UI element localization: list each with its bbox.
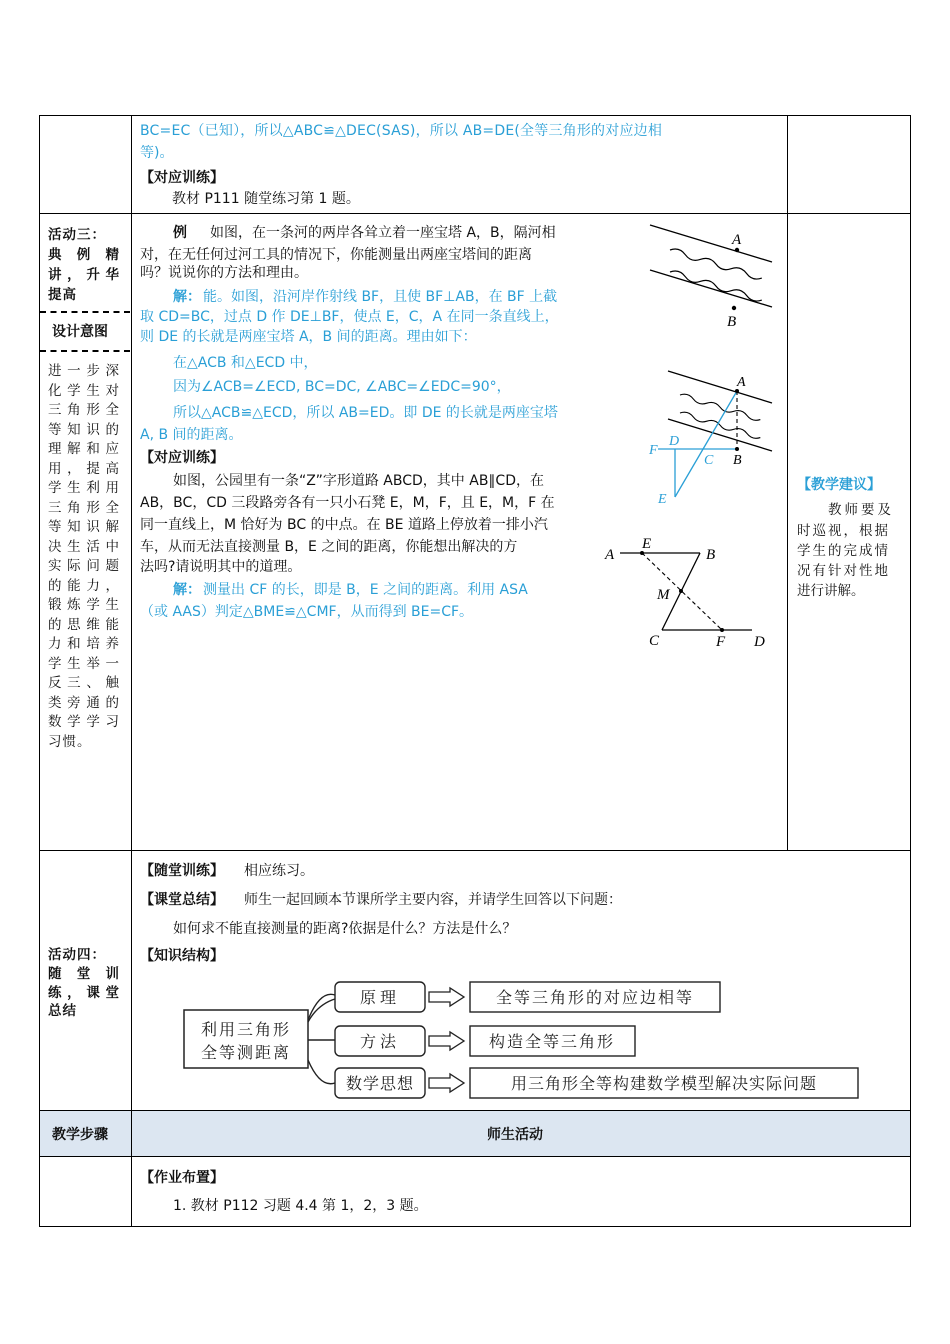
suggestion-line: 况有针对性地: [797, 563, 890, 579]
design-line: 的能力，: [48, 577, 120, 594]
teaching-suggestion-label: 【教学建议】: [797, 477, 881, 493]
wave-line: [669, 247, 763, 281]
river-figure-1: [640, 220, 780, 332]
center-text-2: 全等测距离: [200, 1043, 292, 1062]
row-divider-2: [39, 850, 911, 851]
practice-label: 【随堂训练】: [140, 863, 224, 879]
riverbank-line: [650, 270, 772, 307]
summary-question: 如何求不能直接测量的距离?依据是什么？方法是什么？: [173, 921, 517, 937]
design-line: 等知识的: [48, 421, 120, 438]
design-line: 的思维能: [48, 616, 120, 633]
solution-line-1: 能。如图，沿河岸作射线 BF，且使 BF⊥AB，在 BF 上截: [203, 289, 558, 305]
training2-line-4: 车，从而无法直接测量 B，E 之间的距离，你能想出解决的方: [140, 539, 518, 555]
dashed-divider-2: [40, 350, 130, 352]
design-line: 学生利用: [48, 480, 120, 496]
row-divider-3: [39, 1110, 911, 1111]
summary-label: 【课堂总结】: [140, 892, 224, 908]
example-line-3: 吗？说说你的方法和理由。: [140, 265, 308, 281]
column-divider-1: [131, 115, 132, 1227]
homework-label: 【作业布置】: [140, 1170, 224, 1186]
training2-line-3: 同一直线上，M 恰好为 BC 的中点。在 BE 道路上停放着一排小汽: [140, 517, 548, 533]
header-teaching-steps: 教学步骤: [52, 1127, 108, 1143]
column-divider-2-upper: [787, 115, 788, 851]
point-m: [679, 589, 683, 593]
label-b: B: [733, 453, 742, 468]
header-teacher-student-activity: 师生活动: [487, 1127, 543, 1143]
table-border-bottom: [39, 1226, 911, 1227]
design-line: 用，提高: [48, 460, 120, 477]
label-a: A: [732, 232, 742, 248]
wave-line: [669, 269, 763, 303]
row-divider-4: [39, 1156, 911, 1157]
training2-solution-label: 解：: [173, 582, 201, 598]
point-f: [720, 628, 724, 632]
design-line: 等知识解: [48, 519, 120, 535]
suggestion-line: 教师要及: [828, 502, 894, 518]
design-line: 反三、触: [48, 675, 120, 691]
activity4-title-3: 练，课堂: [48, 985, 120, 1001]
center-text-1: 利用三角形: [200, 1020, 292, 1039]
point-b: [735, 447, 739, 451]
solution-continuation-line-2: 等)。: [140, 145, 174, 161]
table-border-top: [39, 115, 911, 116]
header-row-shade: [40, 1110, 910, 1156]
design-line: 实际问题: [48, 558, 120, 574]
solution-line-5: 因为∠ACB=∠ECD, BC=DC, ∠ABC=∠EDC=90°，: [173, 379, 511, 395]
label-d: D: [754, 634, 765, 650]
label-f: F: [716, 634, 726, 650]
riverbank-line: [668, 371, 772, 403]
design-line: 三角形全: [48, 402, 120, 418]
arrow-1: [429, 988, 464, 1006]
example-line-2: 对，在无任何过河工具的情况下，你能测量出两座宝塔间的距离: [140, 247, 532, 263]
design-line: 进一步深: [48, 363, 120, 379]
activity3-title-4: 提高: [48, 287, 77, 303]
practice-text: 相应练习。: [244, 863, 314, 879]
riverbank-line: [668, 419, 772, 451]
design-line: 理解和应: [48, 441, 120, 457]
design-line: 锻炼学生: [48, 597, 120, 613]
homework-item-1: 1. 教材 P112 习题 4.4 第 1，2，3 题。: [173, 1198, 428, 1214]
label-f: F: [649, 443, 658, 458]
tower-b-point: [732, 306, 736, 310]
example-label: 例: [173, 225, 187, 241]
wave-line: [679, 393, 761, 422]
row-divider-1: [39, 213, 911, 214]
solution-continuation-line-1: BC=EC（已知），所以△ABC≌△DEC(SAS)，所以 AB=DE(全等三角形的对应边相: [140, 123, 663, 139]
arrow-3: [429, 1074, 464, 1092]
solution-line-4: 在△ACB 和△ECD 中，: [173, 355, 318, 371]
activity3-title-2: 典 例 精: [48, 247, 120, 263]
label-b: B: [727, 314, 737, 330]
activity3-title-1: 活动三：: [48, 227, 106, 243]
training2-line-2: AB，BC，CD 三段路旁各有一只小石凳 E，M，F，且 E，M，F 在: [140, 495, 555, 511]
activity3-title-3: 讲，升华: [48, 267, 120, 283]
training2-line-5: 法吗?请说明其中的道理。: [140, 559, 302, 575]
label-b: B: [706, 547, 716, 563]
solution-line-7: A, B 间的距离。: [140, 427, 243, 443]
label-c: C: [649, 633, 660, 649]
design-line: 化学生对: [48, 382, 120, 399]
design-line: 力和培养: [48, 636, 120, 652]
design-line: 决生活中: [48, 538, 120, 555]
training2-line-1: 如图，公园里有一条“Z”字形道路 ABCD，其中 AB∥CD，在: [173, 473, 544, 489]
training-label-1: 【对应训练】: [140, 170, 224, 186]
label-d: D: [669, 434, 680, 449]
training2-solution-line-1: 测量出 CF 的长，即是 B，E 之间的距离。利用 ASA: [203, 582, 528, 598]
activity4-title-2: 随 堂 训: [48, 966, 120, 982]
design-line: 类旁通的: [48, 694, 120, 711]
knowledge-structure-label: 【知识结构】: [140, 948, 224, 964]
solution-label: 解：: [173, 289, 201, 305]
result-text-3: 用三角形全等构建数学模型解决实际问题: [510, 1074, 818, 1093]
solution-line-2: 取 CD=BC，过点 D 作 DE⊥BF，使点 E，C，A 在同一条直线上，: [140, 309, 559, 325]
label-e: E: [658, 492, 667, 507]
arrow-2: [429, 1032, 464, 1050]
design-line: 学生举一: [48, 655, 120, 672]
activity4-title-4: 总结: [48, 1003, 77, 1019]
solution-line-3: 则 DE 的长就是两座宝塔 A，B 间的距离。理由如下：: [140, 329, 477, 345]
design-intent-label: 设计意图: [52, 324, 108, 340]
example-line-1: 如图，在一条河的两岸各耸立着一座宝塔 A，B，隔河相: [210, 225, 556, 241]
suggestion-line: 学生的完成情: [797, 543, 890, 559]
activity4-title-1: 活动四：: [48, 947, 106, 963]
riverbank-line: [650, 225, 772, 262]
label-a: A: [737, 375, 746, 390]
segment-ea: [675, 391, 737, 497]
label-a: A: [605, 547, 615, 563]
node-thought-text: 数学思想: [345, 1074, 415, 1093]
design-line: 习惯。: [48, 733, 92, 750]
training-text-1: 教材 P111 随堂练习第 1 题。: [172, 191, 360, 207]
result-text-2: 构造全等三角形: [488, 1032, 616, 1051]
suggestion-line: 进行讲解。: [797, 583, 865, 599]
summary-text: 师生一起回顾本节课所学主要内容，并请学生回答以下问题：: [244, 892, 622, 908]
z-road-figure: [602, 533, 777, 653]
knowledge-structure-diagram: [180, 970, 865, 1106]
suggestion-line: 时巡视，根据: [797, 523, 890, 539]
table-border-right: [910, 115, 911, 1227]
label-m: M: [657, 587, 670, 603]
node-principle-text: 原理: [359, 988, 401, 1007]
tower-a-point: [735, 248, 739, 252]
node-method-text: 方法: [359, 1032, 401, 1051]
design-line: 数学学习: [48, 714, 120, 730]
label-e: E: [642, 536, 652, 552]
design-line: 三角形全: [48, 499, 120, 516]
table-border-left: [39, 115, 40, 1227]
label-c: C: [704, 453, 714, 468]
result-text-1: 全等三角形的对应边相等: [495, 988, 695, 1007]
dashed-divider-1: [40, 311, 130, 313]
river-figure-2: [640, 365, 780, 510]
training-label-2: 【对应训练】: [140, 450, 224, 466]
training2-solution-line-2: （或 AAS）判定△BME≌△CMF，从而得到 BE=CF。: [140, 604, 474, 620]
connector-bottom-arc: [308, 1060, 335, 1084]
solution-line-6: 所以△ACB≌△ECD，所以 AB=ED。即 DE 的长就是两座宝塔: [173, 405, 558, 421]
